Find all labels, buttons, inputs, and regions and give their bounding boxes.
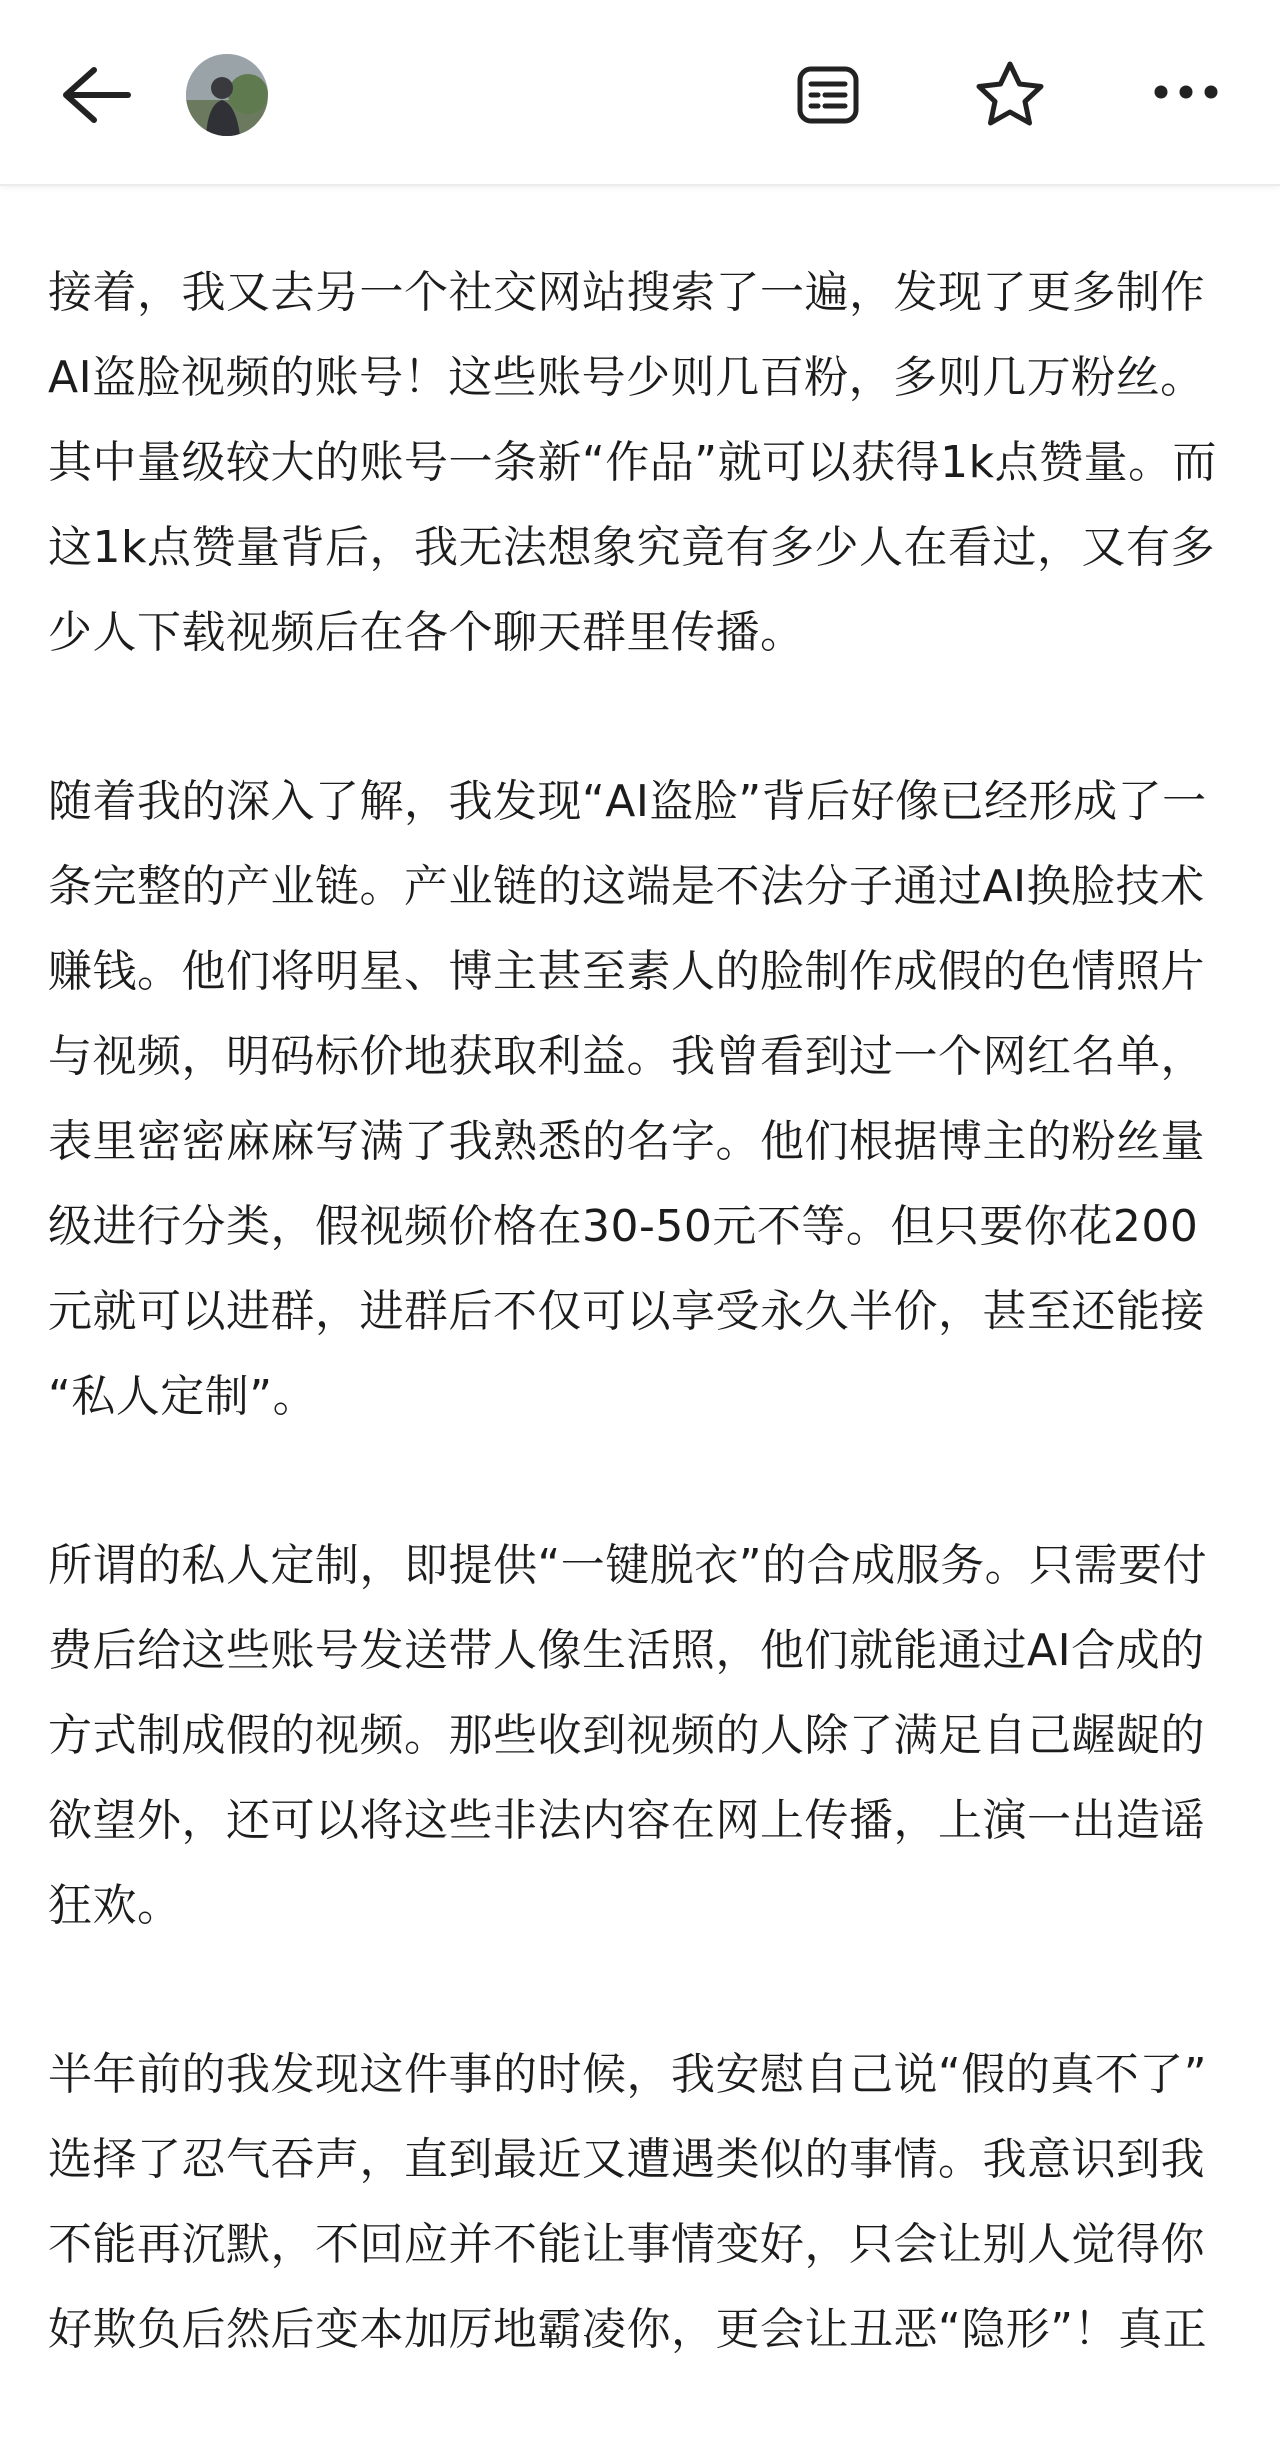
more-button[interactable]: [1150, 70, 1222, 114]
favorite-button[interactable]: [968, 54, 1052, 134]
article-body: [48, 250, 1238, 2456]
star-outline-icon: [974, 59, 1046, 129]
avatar[interactable]: [186, 54, 268, 136]
article-paragraph-4: 半年前的我发现这件事的时候，我安慰自己说“假的真不了” 选择了忍气吞声，直到最近又遭遇类似的事情。我意识到我 不能再沉默，不回应并不能让事情变好，只会让别人觉得你 好欺负后然后变本加厉地霸凌你，更会让丑恶“隐形”！真正: [48, 2049, 1208, 2355]
reader-mode-button[interactable]: [788, 58, 868, 132]
arrow-left-icon: [58, 64, 132, 126]
back-button[interactable]: [52, 56, 138, 134]
more-horizontal-icon: [1153, 84, 1219, 100]
avatar-image: [186, 54, 268, 136]
article-paragraph-3: 所谓的私人定制，即提供“一键脱衣”的合成服务。只需要付 费后给这些账号发送带人像生活照，他们就能通过AI合成的 方式制成假的视频。那些收到视频的人除了满足自己龌龊的 欲望外，还可以将这些非法内容在网上传播，上演一出造谣 狂欢。: [48, 1540, 1208, 1931]
top-app-bar: [0, 0, 1280, 186]
article-paragraph-2: 随着我的深入了解，我发现“AI盗脸”背后好像已经形成了一 条完整的产业链。产业链的这端是不法分子通过AI换脸技术 赚钱。他们将明星、博主甚至素人的脸制作成假的色情照片 与视频，明码标价地获取利益。我曾看到过一个网红名单， 表里密密麻麻写满了我熟悉的名字。他们根据博主的粉丝量 级进行分类，假视频价格在30-50元不等。但只要你花200 元就可以进群，进群后不仅可以享受永久半价，甚至还能接 “私人定制”。: [48, 776, 1207, 1422]
reader-mode-icon: [796, 65, 860, 125]
article-paragraph-1: 接着，我又去另一个社交网站搜索了一遍，发现了更多制作 AI盗脸视频的账号！这些账号少则几百粉，多则几万粉丝。 其中量级较大的账号一条新“作品”就可以获得1k点赞量。而 这1k点赞量背后，我无法想象究竟有多少人在看过，又有多 少人下载视频后在各个聊天群里传播。: [48, 267, 1218, 658]
